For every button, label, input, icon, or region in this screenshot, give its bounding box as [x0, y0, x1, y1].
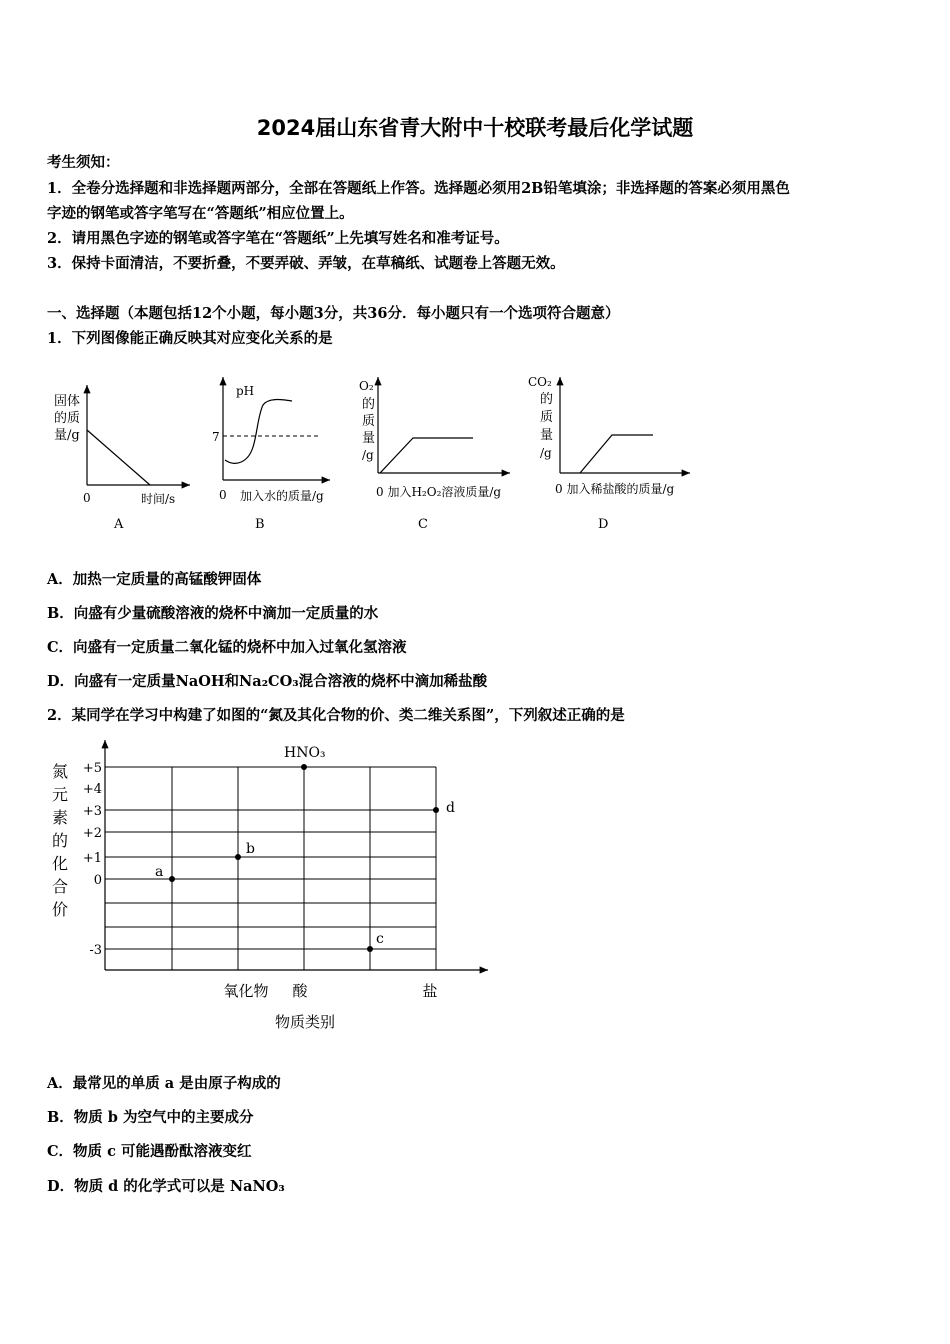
x-tick-label: 酸 [292, 982, 308, 1000]
q2-stem: 2．某同学在学习中构建了如图的“氮及其化合物的价、类二维关系图”，下列叙述正确的是 [47, 707, 625, 724]
y-tick-label: +3 [82, 804, 102, 819]
graph-d [528, 375, 690, 532]
graph-a-ylabel-2: 的质 [54, 411, 81, 426]
graph-a-ylabel-3: 量/g [54, 428, 80, 443]
point-a [169, 876, 175, 882]
point-HNO₃ [301, 764, 307, 770]
point-label: c [376, 931, 384, 947]
point-d [433, 807, 439, 813]
q2-option-d[interactable]: D．物质 d 的化学式可以是 NaNO₃ [47, 1178, 285, 1195]
notice-heading: 考生须知： [47, 154, 120, 171]
graph-c-ylabel-2: 质 [362, 414, 376, 429]
paper-title: 2024届山东省青大附中十校联考最后化学试题 [256, 116, 694, 140]
chart-xticks [223, 982, 437, 1000]
graph-c-ylabel-top: O₂ [359, 379, 374, 393]
q2-option-a[interactable]: A．最常见的单质 a 是由原子构成的 [47, 1075, 281, 1092]
x-tick-label: 盐 [422, 982, 438, 1000]
graph-c-xlabel: 0 加入H₂O₂溶液质量/g [376, 485, 502, 499]
ylabel-char: 元 [51, 785, 69, 804]
point-c [367, 946, 373, 952]
graph-a [54, 385, 190, 532]
section-heading: 一、选择题（本题包括12个小题，每小题3分，共36分．每小题只有一个选项符合题意） [47, 305, 620, 322]
notice-line-4: 3．保持卡面清洁，不要折叠，不要弄破、弄皱，在草稿纸、试题卷上答题无效。 [47, 255, 565, 272]
graph-d-xlabel: 0 加入稀盐酸的质量/g [555, 482, 675, 496]
q2-option-b[interactable]: B．物质 b 为空气中的主要成分 [47, 1109, 254, 1126]
ylabel-char: 的 [51, 831, 69, 850]
chart-points [155, 745, 455, 952]
graph-d-ylabel-1: 的 [540, 392, 554, 407]
graph-d-ylabel-4: /g [540, 446, 552, 460]
y-tick-label: 0 [93, 873, 102, 888]
q1-stem: 1．下列图像能正确反映其对应变化关系的是 [47, 330, 333, 347]
graph-c-ylabel-4: /g [362, 448, 374, 462]
graph-b-xlabel: 加入水的质量/g [240, 489, 324, 503]
ylabel-char: 素 [51, 808, 69, 827]
point-label: d [446, 800, 455, 816]
q2-valence-chart [40, 735, 500, 1035]
point-label: b [246, 841, 255, 857]
q2-option-c[interactable]: C．物质 c 可能遇酚酞溶液变红 [47, 1143, 252, 1160]
y-tick-label: -3 [89, 943, 102, 958]
q1-option-b[interactable]: B．向盛有少量硫酸溶液的烧杯中滴加一定质量的水 [47, 605, 379, 622]
graph-d-ylabel-2: 质 [540, 410, 554, 425]
ylabel-char: 化 [51, 854, 69, 873]
x-tick-label: 氧化物 [223, 982, 269, 1000]
graph-b [212, 377, 330, 532]
graph-d-ylabel-top: CO₂ [528, 375, 552, 389]
notice-line-1: 1．全卷分选择题和非选择题两部分，全部在答题纸上作答。选择题必须用2B铅笔填涂；非选择题的答案必须用黑色 [47, 180, 790, 197]
notice-line-2: 字迹的钢笔或答字笔写在“答题纸”相应位置上。 [47, 205, 354, 222]
y-tick-label: +1 [82, 851, 102, 866]
notice-line-3: 2．请用黑色字迹的钢笔或答字笔在“答题纸”上先填写姓名和准考证号。 [47, 230, 509, 247]
q1-option-a[interactable]: A．加热一定质量的高锰酸钾固体 [47, 571, 262, 588]
point-label: HNO₃ [284, 745, 326, 761]
chart-xlabel: 物质类别 [274, 1013, 336, 1031]
ylabel-char: 合 [51, 877, 69, 896]
ylabel-char: 价 [51, 900, 69, 919]
y-tick-label: +2 [82, 826, 102, 841]
graph-b-ylabel: pH [236, 384, 255, 398]
graph-c-ylabel-1: 的 [362, 397, 376, 412]
graph-b-ref: 7 [212, 430, 220, 444]
y-tick-label: +4 [82, 782, 102, 797]
ylabel-char: 氮 [51, 762, 69, 781]
graph-b-label: B [255, 517, 265, 532]
graph-a-label: A [114, 517, 124, 532]
graph-c [359, 377, 510, 532]
graph-d-label: D [598, 517, 609, 532]
chart-ylabel [52, 762, 68, 919]
point-label: a [155, 864, 164, 880]
q1-option-d[interactable]: D．向盛有一定质量NaOH和Na₂CO₃混合溶液的烧杯中滴加稀盐酸 [47, 673, 488, 690]
graph-b-origin: 0 [219, 488, 227, 502]
graph-c-ylabel-3: 量 [362, 431, 376, 446]
q1-option-c[interactable]: C．向盛有一定质量二氧化锰的烧杯中加入过氧化氢溶液 [47, 639, 407, 656]
graph-c-label: C [418, 517, 428, 532]
graph-d-ylabel-3: 量 [540, 428, 554, 443]
graph-a-origin: 0 [83, 491, 91, 505]
y-tick-label: +5 [82, 761, 102, 776]
graph-a-xlabel: 时间/s [141, 492, 176, 506]
chart-yticks [83, 761, 102, 958]
q1-graphs [0, 365, 950, 545]
graph-a-ylabel-1: 固体 [54, 394, 81, 409]
point-b [235, 854, 241, 860]
